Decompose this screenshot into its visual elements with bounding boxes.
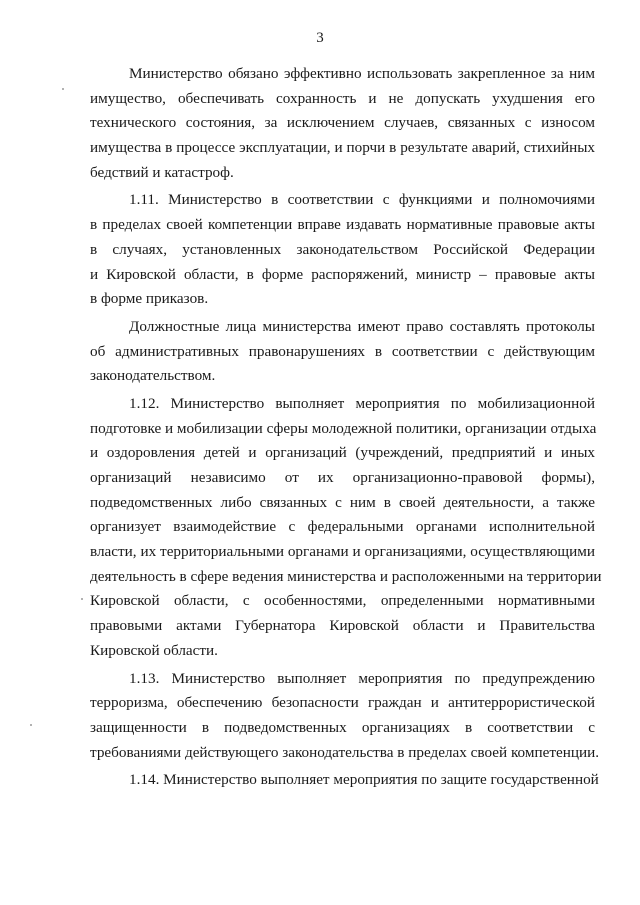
- text-line: власти, их территориальными органами и организациями, осуществляющими: [90, 543, 595, 561]
- text-line: требованиями действующего законодательства в пределах своей компетенции.: [90, 743, 600, 761]
- text-line: Кировской области, с особенностями, определенными нормативными: [90, 592, 595, 610]
- text-line: и оздоровления детей и организаций (учреждений, предприятий и иных: [90, 444, 595, 462]
- text-line: подведомственных либо связанных с ним в своей деятельности, а также: [90, 493, 595, 511]
- text-line: 1.12. Министерство выполняет мероприятия по мобилизационной: [129, 394, 595, 412]
- text-line: имущество, обеспечивать сохранность и не допускать ухудшения его: [90, 89, 595, 107]
- paragraph-1-13: [90, 667, 600, 766]
- scan-speck: [81, 598, 83, 600]
- text-line: 1.11. Министерство в соответствии с функциями и полномочиями: [129, 191, 595, 209]
- text-line: в пределах своей компетенции вправе издавать нормативные правовые акты: [90, 216, 595, 234]
- scan-speck: [62, 88, 64, 90]
- page-number: 3: [316, 30, 324, 46]
- text-line: технического состояния, за исключением случаев, связанных с износом: [90, 114, 595, 132]
- paragraph-officials: [90, 315, 595, 389]
- text-line: об административных правонарушениях в соответствии с действующим: [90, 342, 595, 360]
- text-line: в случаях, установленных законодательством Российской Федерации: [90, 240, 595, 258]
- document-body: [90, 62, 602, 793]
- text-line: 1.13. Министерство выполняет мероприятия по предупреждению: [129, 669, 595, 687]
- text-line: Должностные лица министерства имеют право составлять протоколы: [129, 317, 595, 335]
- scan-speck: [30, 724, 32, 726]
- text-line: организаций независимо от их организационно-правовой формы),: [90, 469, 595, 486]
- text-line: деятельность в сфере ведения министерства и расположенными на территории: [90, 567, 602, 585]
- text-line: подготовке и мобилизации сферы молодежной политики, организации отдыха: [90, 419, 597, 437]
- text-line: защищенности в подведомственных организациях в соответствии с: [90, 718, 595, 736]
- text-line: имущества в процессе эксплуатации, и порчи в результате аварий, стихийных: [90, 139, 595, 157]
- text-line: 1.14. Министерство выполняет мероприятия по защите государственной: [129, 771, 599, 789]
- paragraph-property-obligations: [90, 62, 595, 185]
- text-line: терроризма, обеспечению безопасности граждан и антитеррористической: [90, 694, 595, 712]
- paragraph-1-11: [90, 188, 595, 311]
- text-line: и Кировской области, в форме распоряжений, министр – правовые акты: [90, 265, 595, 283]
- paragraph-1-12: [90, 392, 602, 664]
- text-line: бедствий и катастроф.: [90, 163, 234, 181]
- text-line: в форме приказов.: [90, 290, 209, 308]
- text-line: организует взаимодействие с федеральными органами исполнительной: [90, 518, 595, 536]
- text-line: законодательством.: [90, 367, 216, 385]
- paragraph-1-14: [90, 768, 599, 793]
- text-line: Министерство обязано эффективно использовать закрепленное за ним: [129, 65, 595, 82]
- text-line: правовыми актами Губернатора Кировской области и Правительства: [90, 617, 595, 635]
- text-line: Кировской области.: [90, 641, 218, 659]
